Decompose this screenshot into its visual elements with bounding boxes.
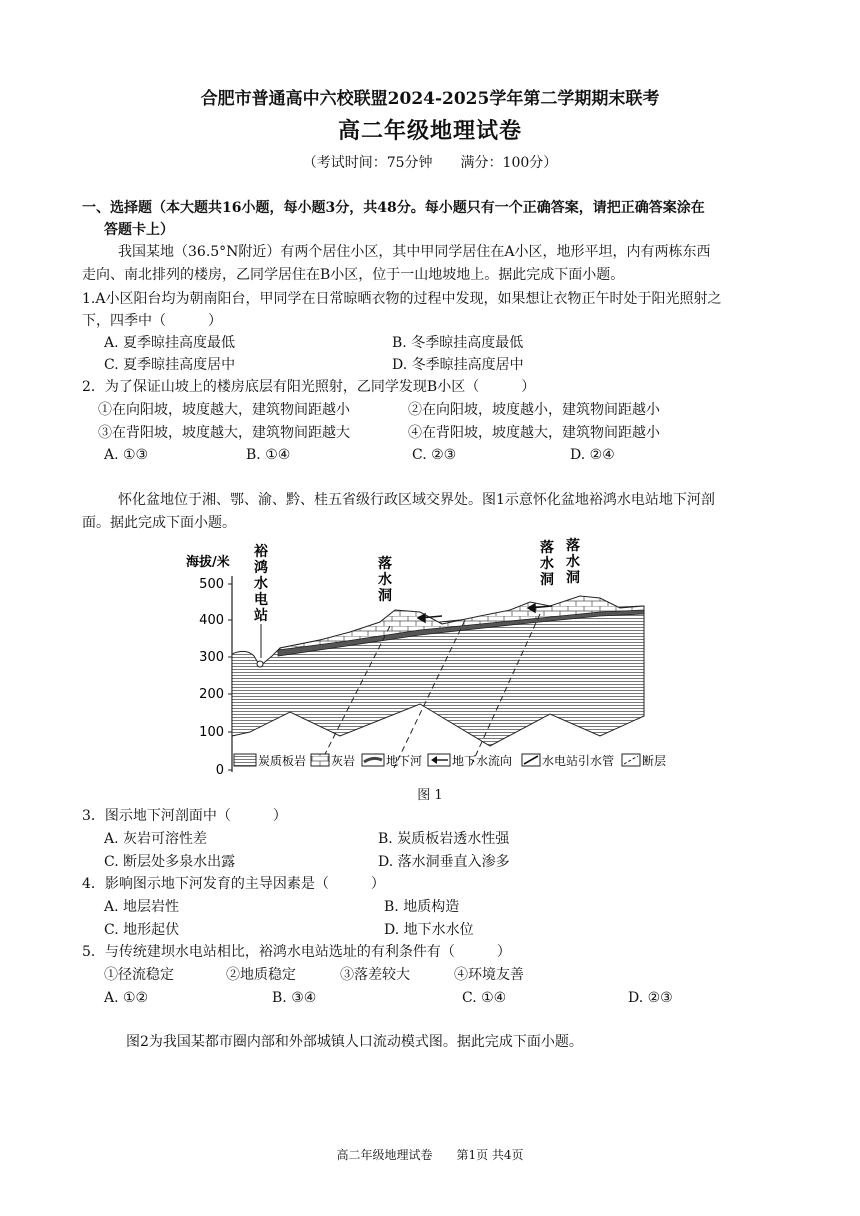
option: D. ②③ [628,990,673,1006]
svg-text:鸿: 鸿 [254,560,268,576]
option: C. ②③ [412,447,457,463]
label-sinkhole [378,555,392,604]
exam-info: （考试时间：75分钟 满分：100分） [302,155,558,171]
statement: ④在背阳坡，坡度越大，建筑物间距越小 [408,425,660,441]
option: A. 夏季晾挂高度最低 [104,335,236,351]
option: D. ②④ [570,447,615,463]
option: C. 地形起伏 [104,922,180,938]
option: A. ①② [104,990,149,1006]
option: B. 冬季晾挂高度最低 [392,335,524,351]
svg-text:水: 水 [566,554,580,570]
svg-text:炭质板岩: 炭质板岩 [258,754,307,768]
statement: ①在向阳坡，坡度越大，建筑物间距越小 [98,402,350,418]
statement: ③在背阳坡，坡度越大，建筑物间距越大 [98,425,350,441]
y-tick-label: 0 [215,763,224,778]
option: B. ③④ [272,990,317,1006]
intro-text: 怀化盆地位于湘、鄂、渝、黔、桂五省级行政区域交界处。图1示意怀化盆地裕鸿水电站地下河剖 [118,492,715,508]
option: B. 地质构造 [384,899,460,915]
svg-text:洞: 洞 [566,570,580,586]
svg-text:洞: 洞 [540,572,554,588]
option: C. 断层处多泉水出露 [104,854,236,870]
statement: ④环境友善 [454,967,524,983]
option: D. 落水洞垂直入渗多 [378,854,510,870]
y-tick-label: 300 [199,650,224,665]
y-tick-label: 200 [199,687,224,702]
option: B. 炭质板岩透水性强 [378,831,510,847]
option: A. 地层岩性 [104,899,180,915]
svg-text:电: 电 [254,592,268,608]
svg-text:灰岩: 灰岩 [331,754,356,768]
option: A. ①③ [104,447,149,463]
figure-1-profile [180,536,680,798]
label-sinkhole [566,537,580,586]
y-axis-label: 海拔/米 [186,555,230,570]
option: D. 地下水水位 [384,922,474,938]
svg-text:站: 站 [254,608,268,624]
intro-text: 面。据此完成下面小题。 [82,515,236,531]
y-ticks [199,577,232,778]
y-tick-label: 100 [199,725,224,740]
legend [234,753,666,768]
svg-text:水电站引水管: 水电站引水管 [542,754,615,768]
question-2-stem: 2．为了保证山坡上的楼房底层有阳光照射，乙同学发现B小区（ ） [82,379,536,395]
section-heading: 一、选择题（本大题共16小题，每小题3分，共48分。每小题只有一个正确答案，请把正确答案涂在 [82,200,705,216]
svg-text:落: 落 [378,556,392,572]
question-4-stem: 4．影响图示地下河发育的主导因素是（ ） [82,876,385,892]
intro-text: 图2为我国某都市圈内部和外部城镇人口流动模式图。据此完成下面小题。 [126,1034,583,1050]
svg-text:洞: 洞 [378,588,392,604]
intro-text: 我国某地（36.5°N附近）有两个居住小区，其中甲同学居住在A小区，地形平坦，内有两栋东西 [118,244,711,260]
option: C. ①④ [462,990,507,1006]
exam-title: 高二年级地理试卷 [337,118,522,144]
label-sinkhole [540,539,554,588]
intro-text: 走向、南北排列的楼房，乙同学居住在B小区，位于一山地坡地上。据此完成下面小题。 [82,267,625,283]
question-3-stem: 3．图示地下河剖面中（ ） [82,808,287,824]
page-footer: 高二年级地理试卷 第1页 共4页 [336,1148,524,1162]
svg-text:水: 水 [254,576,268,592]
statement: ②地质稳定 [226,967,296,983]
statement: ③落差较大 [340,967,410,983]
question-1-stem: 下，四季中（ ） [82,313,222,329]
option: A. 灰岩可溶性差 [104,831,208,847]
question-5-stem: 5．与传统建坝水电站相比，裕鸿水电站选址的有利条件有（ ） [82,944,511,960]
y-tick-label: 400 [199,613,224,628]
svg-text:落: 落 [566,538,580,554]
svg-text:断层: 断层 [642,754,667,768]
svg-text:落: 落 [540,540,554,556]
option: D. 冬季晾挂高度居中 [392,357,524,373]
option: C. 夏季晾挂高度居中 [104,357,236,373]
svg-text:水: 水 [378,572,392,588]
figure-caption: 图 1 [417,788,443,803]
station-marker [257,661,263,667]
y-tick-label: 500 [199,577,224,592]
svg-text:地下水流向: 地下水流向 [452,754,513,768]
option: B. ①④ [246,447,291,463]
question-1-stem: 1.A小区阳台均为朝南阳台，甲同学在日常晾晒衣物的过程中发现，如果想让衣物正午时处于阳光照射之 [82,291,722,307]
statement: ①径流稳定 [104,967,174,983]
svg-text:地下河: 地下河 [386,754,423,768]
section-heading-cont: 答题卡上） [104,222,174,238]
label-yuhong-station [253,543,269,624]
svg-text:水: 水 [540,556,554,572]
statement: ②在向阳坡，坡度越小，建筑物间距越小 [408,402,660,418]
svg-text:裕: 裕 [254,544,268,560]
exam-header: 合肥市普通高中六校联盟2024-2025学年第二学期期末联考 [200,89,660,109]
